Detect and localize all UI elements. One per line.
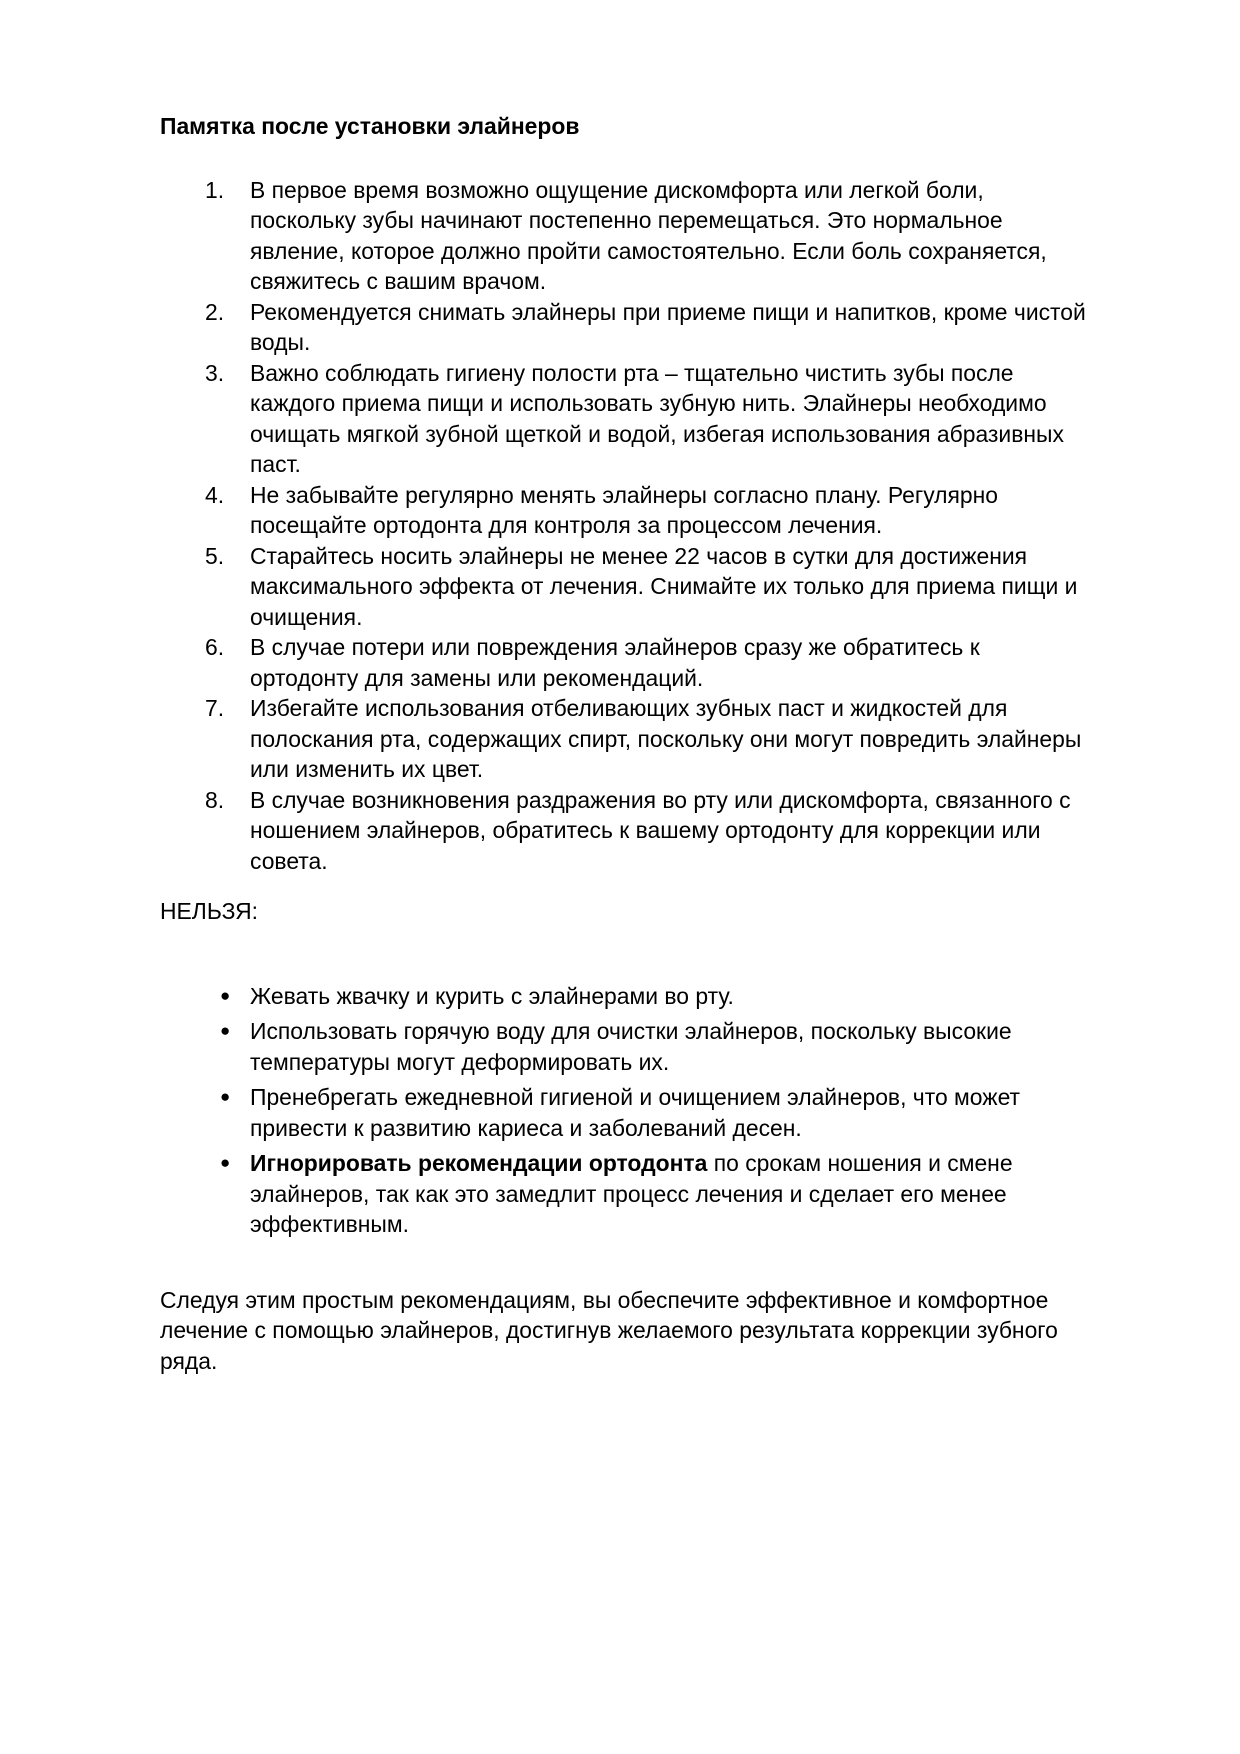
list-item-text	[250, 1082, 1090, 1143]
bullet-icon: ●	[220, 1087, 231, 1106]
list-item-text: Рекомендуется снимать элайнеры при приеме пищи и напитков, кроме чистой воды.	[250, 298, 1086, 355]
list-item-text: Избегайте использования отбеливающих зубных паст и жидкостей для полоскания рта, содержащих спирт, поскольку они могут повредить элайнеры или изменить их цвет.	[250, 695, 1082, 782]
closing-paragraph: Следуя этим простым рекомендациям, вы обеспечите эффективное и комфортное лечение с помощью элайнеров, достигнув желаемого результата коррекции зубного ряда.	[160, 1286, 1058, 1374]
list-item-text: В случае потери или повреждения элайнеров сразу же обратитесь к ортодонту для замены или рекомендаций.	[250, 634, 980, 691]
list-item	[160, 632, 1090, 693]
list-item	[160, 785, 1090, 877]
list-item-text: В первое время возможно ощущение дискомфорта или легкой боли, поскольку зубы начинают постепенно перемещаться. Это нормальное явление, которое должно пройти самостоятельно. Если боль сохраняется, свяжитесь с вашим врачом.	[250, 176, 1047, 294]
list-item-text: Старайтесь носить элайнеры не менее 22 часов в сутки для достижения максимального эффекта от лечения. Снимайте их только для приема пищи и очищения.	[250, 542, 1078, 630]
list-item-text	[250, 1148, 1090, 1240]
list-item-number: 7.	[205, 695, 225, 721]
bullet-icon: ●	[220, 985, 231, 1005]
list-item	[160, 1148, 1090, 1240]
list-item	[160, 541, 1090, 633]
list-item-text: В случае возникновения раздражения во рту или дискомфорта, связанного с ношением элайнеров, обратитесь к вашему ортодонту для коррекции или совета.	[250, 786, 1071, 874]
list-item-number: 3.	[205, 359, 225, 386]
list-item-text	[250, 1016, 1090, 1077]
regular-text-run: Использовать горячую воду для очистки элайнеров, поскольку высокие температуры могут деформировать их.	[250, 1018, 1012, 1075]
document-title: Памятка после установки элайнеров	[160, 113, 580, 139]
list-item	[160, 981, 1090, 1012]
list-item-number: 8.	[205, 786, 225, 813]
list-item-text: Не забывайте регулярно менять элайнеры согласно плану. Регулярно посещайте ортодонта для контроля за процессом лечения.	[250, 481, 999, 538]
list-item-text	[250, 981, 1090, 1012]
regular-text-run: Жевать жвачку и курить с элайнерами во рту.	[250, 982, 734, 1009]
list-item	[160, 693, 1090, 785]
list-item	[160, 480, 1090, 541]
list-item	[160, 1016, 1090, 1077]
list-item	[160, 358, 1090, 480]
list-item	[160, 1082, 1090, 1143]
list-item-number: 5.	[205, 542, 225, 569]
list-item-number: 4.	[205, 481, 225, 508]
nelzya-heading: НЕЛЬЗЯ:	[160, 898, 259, 924]
list-item-number: 2.	[205, 298, 225, 325]
bullet-icon: ●	[220, 1021, 231, 1040]
bold-text-run: Игнорировать рекомендации ортодонта	[250, 1150, 708, 1176]
numbered-list	[160, 175, 1090, 877]
regular-text-run: Пренебрегать ежедневной гигиеной и очищением элайнеров, что может привести к развитию кариеса и заболеваний десен.	[250, 1084, 1021, 1141]
list-item-number: 6.	[205, 634, 225, 660]
bullet-list	[160, 981, 1090, 1240]
regular-text-run: по срокам ношения и смене элайнеров, так как это замедлит процесс лечения и сделает его менее эффективным.	[250, 1150, 1013, 1237]
list-item-text: Важно соблюдать гигиену полости рта – тщательно чистить зубы после каждого приема пищи и использовать зубную нить. Элайнеры необходимо очищать мягкой зубной щеткой и водой, избегая использования абразивных паст.	[250, 359, 1064, 477]
bullet-icon: ●	[220, 1153, 231, 1172]
list-item-number: 1.	[205, 176, 225, 203]
list-item	[160, 175, 1090, 297]
list-item	[160, 297, 1090, 358]
